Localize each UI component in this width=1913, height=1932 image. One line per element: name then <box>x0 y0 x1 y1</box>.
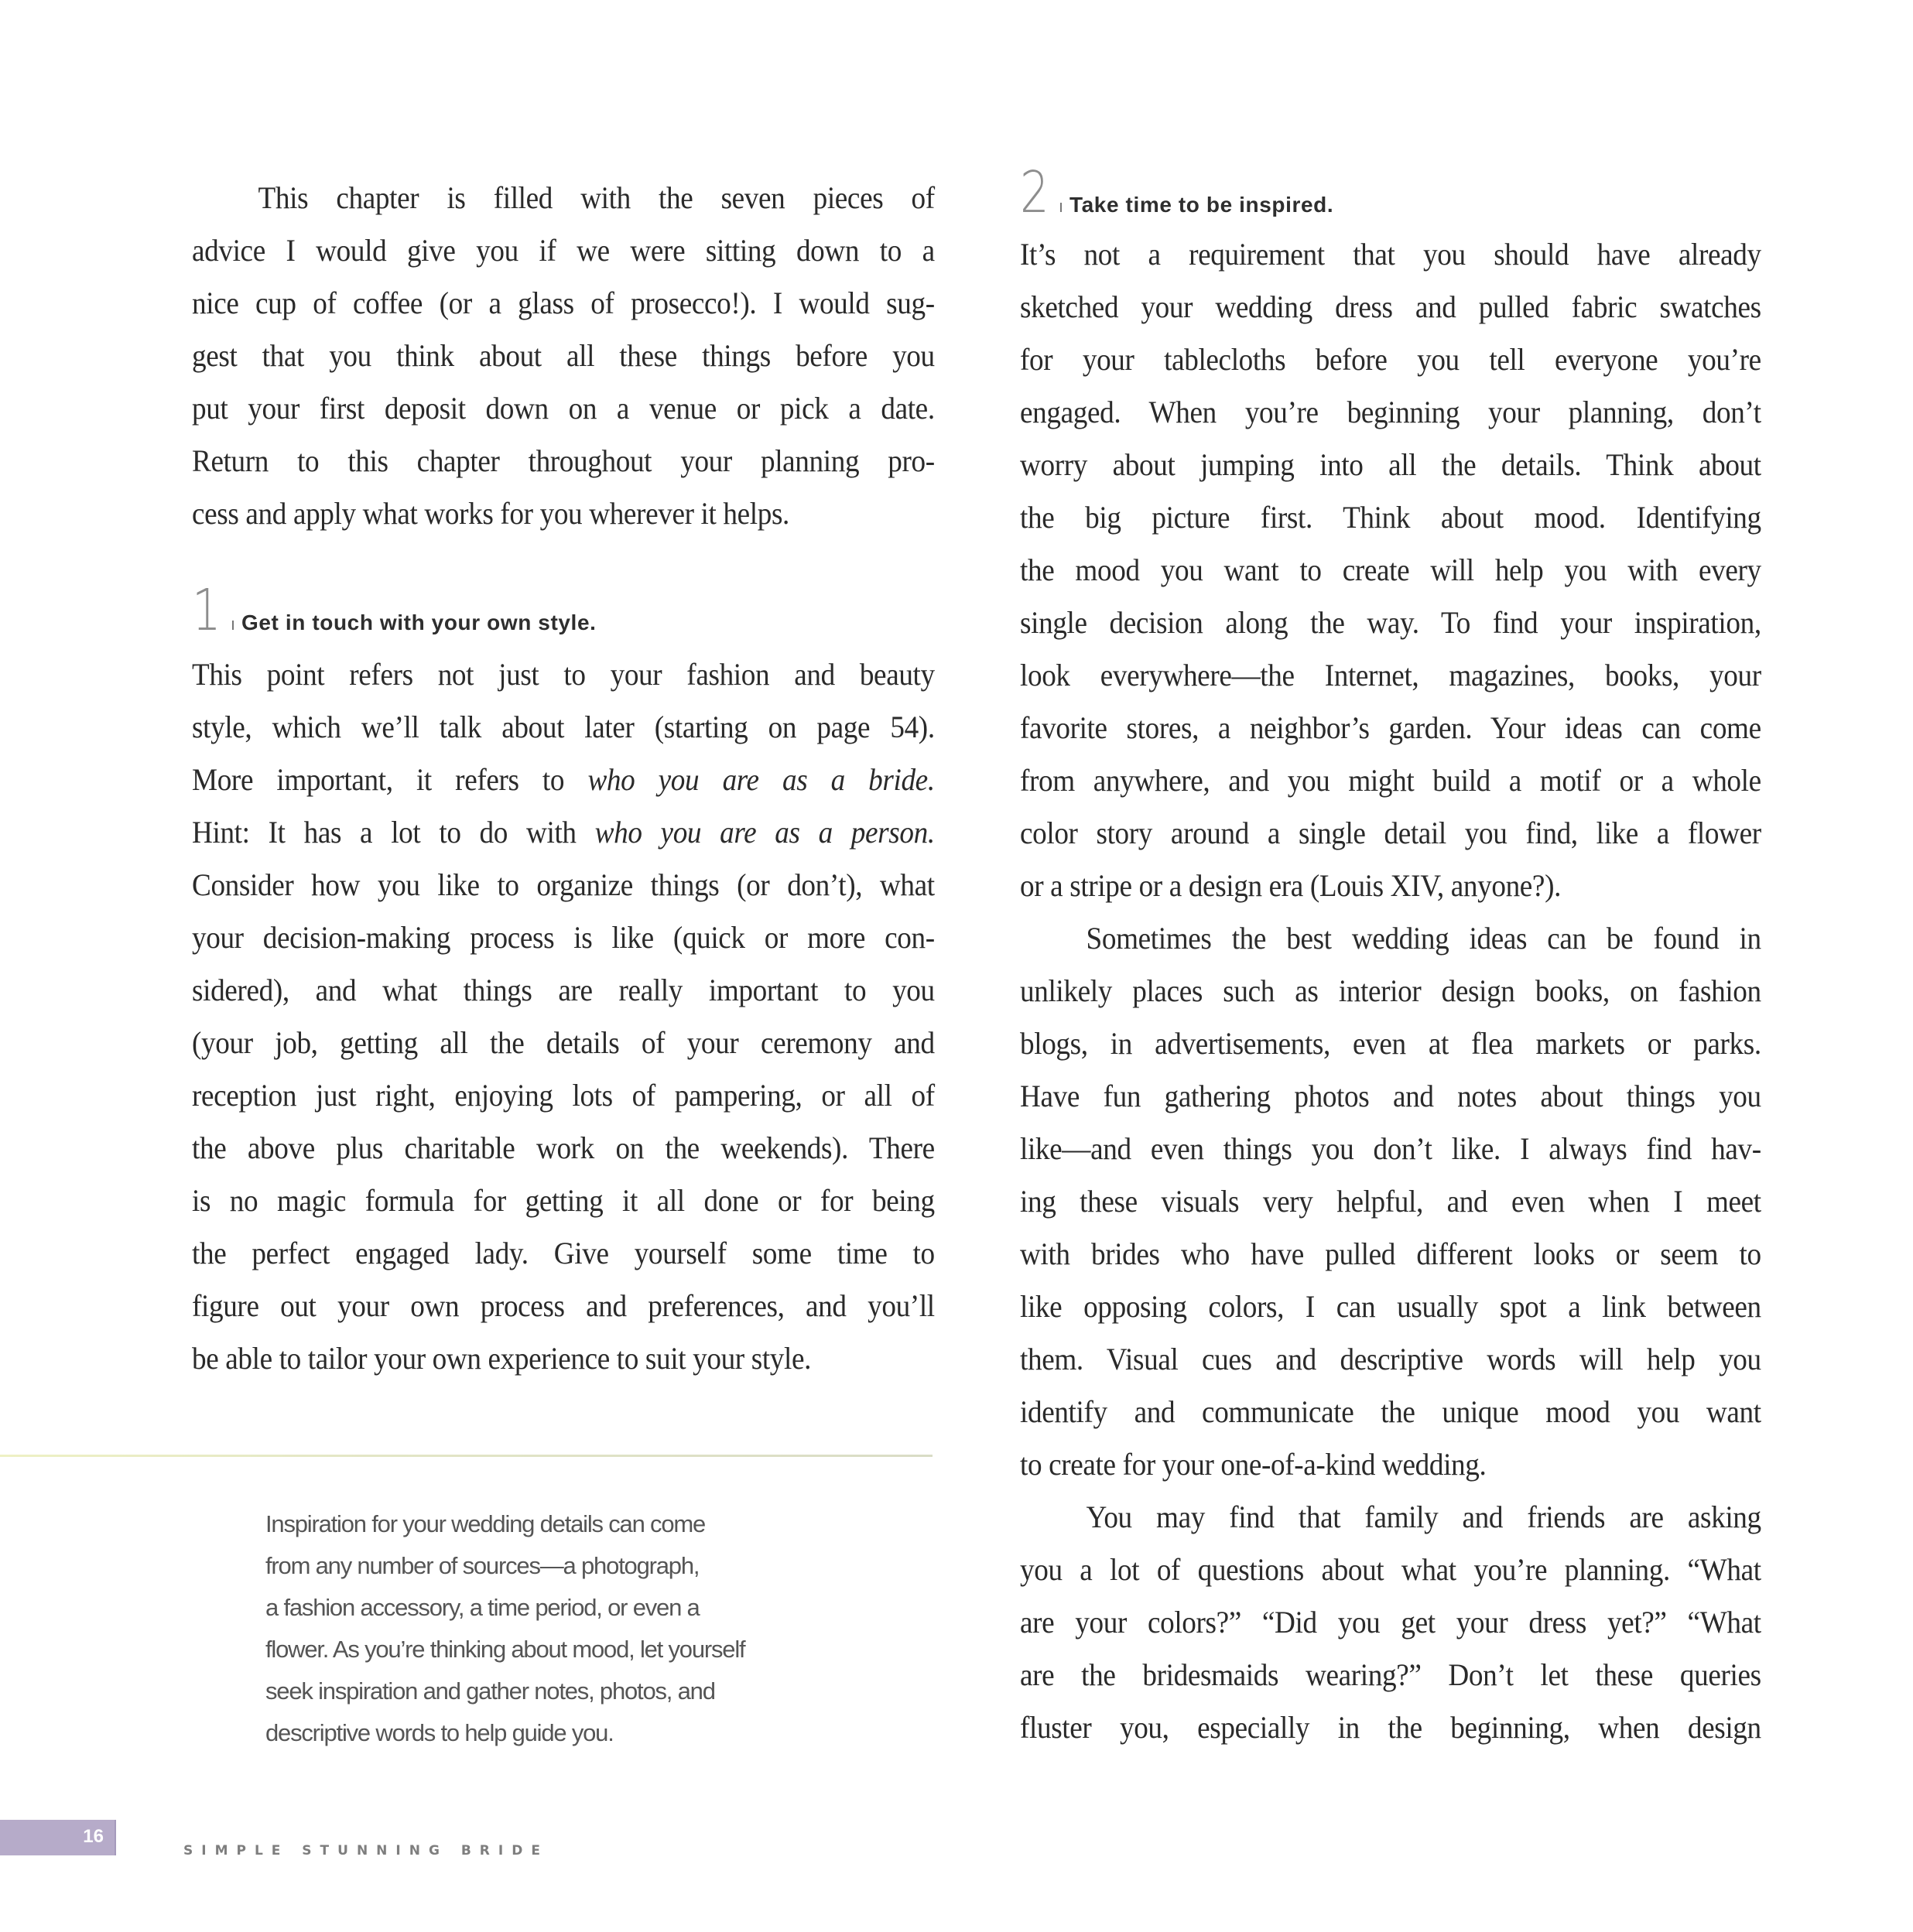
text-line: You may find that family and friends are asking <box>1086 1499 1761 1534</box>
text-line: the above plus charitable work on the weekends). There <box>192 1130 935 1165</box>
text-line: Return to this chapter throughout your planning pro- <box>192 443 935 478</box>
text-line: look everywhere—the Internet, magazines, books, your <box>1020 658 1761 692</box>
text-line: ing these visuals very helpful, and even when I meet <box>1020 1184 1761 1219</box>
page-number: 16 <box>83 1826 104 1847</box>
caption-line: from any number of sources—a photograph, <box>265 1552 700 1579</box>
text-line: like—and even things you don’t like. I always find hav- <box>1020 1131 1761 1166</box>
text-line: unlikely places such as interior design books, on fashion <box>1020 973 1761 1008</box>
text-line: It’s not a requirement that you should have already <box>1020 237 1761 272</box>
caption-line: descriptive words to help guide you. <box>265 1719 614 1746</box>
text-line <box>192 754 935 806</box>
text-line: from anywhere, and you might build a motif or a whole <box>1020 763 1761 798</box>
text-line: are the bridesmaids wearing?” Don’t let these queries <box>1020 1657 1761 1692</box>
caption-line: Inspiration for your wedding details can come <box>265 1510 706 1537</box>
text-line: blogs, in advertisements, even at flea markets or parks. <box>1020 1026 1761 1061</box>
text-line: with brides who have pulled different looks or seem to <box>1020 1236 1761 1271</box>
text-line: are your colors?” “Did you get your dress yet?” “What <box>1020 1605 1761 1640</box>
text-line: sketched your wedding dress and pulled fabric swatches <box>1020 289 1761 324</box>
text-line: style, which we’ll talk about later (starting on page 54). <box>192 710 935 744</box>
text-line: like opposing colors, I can usually spot a link between <box>1020 1289 1761 1324</box>
section-title: Get in touch with your own style. <box>241 610 597 634</box>
text-line: be able to tailor your own experience to suit your style. <box>192 1341 812 1376</box>
text-line: the mood you want to create will help you with every <box>1020 552 1761 587</box>
text-line: This chapter is filled with the seven pieces of <box>258 180 935 215</box>
text-line: color story around a single detail you find, like a flower <box>1020 816 1761 850</box>
section-divider <box>0 1455 933 1457</box>
text-line: gest that you think about all these things before you <box>192 338 935 373</box>
text-line: worry about jumping into all the details. Think about <box>1020 447 1761 482</box>
section-heading-2 <box>1020 159 1334 226</box>
section-heading-1 <box>192 577 597 644</box>
text-span: More important, it refers to <box>192 762 588 797</box>
text-line: Have fun gathering photos and notes about things you <box>1020 1079 1761 1113</box>
text-line: (your job, getting all the details of your ceremony and <box>192 1025 935 1060</box>
text-line: Consider how you like to organize things (or don’t), what <box>192 867 935 902</box>
text-line: favorite stores, a neighbor’s garden. Your ideas can come <box>1020 710 1761 745</box>
text-line: for your tablecloths before you tell everyone you’re <box>1020 342 1761 377</box>
text-line: the perfect engaged lady. Give yourself some time to <box>192 1236 935 1270</box>
photo-caption <box>265 1503 946 1754</box>
emphasis-text: who you are as a person. <box>594 815 935 850</box>
text-line: single decision along the way. To find your inspiration, <box>1020 605 1761 640</box>
page-number-tab <box>0 1820 116 1855</box>
running-footer-title: SIMPLE STUNNING BRIDE <box>183 1843 549 1858</box>
text-line: to create for your one-of-a-kind wedding. <box>1020 1447 1487 1482</box>
caption-line: a fashion accessory, a time period, or even a <box>265 1594 700 1621</box>
text-line: put your first deposit down on a venue or pick a date. <box>192 391 935 426</box>
text-line <box>192 806 935 859</box>
text-line: fluster you, especially in the beginning, when design <box>1020 1710 1761 1745</box>
text-line: or a stripe or a design era (Louis XIV, anyone?). <box>1020 868 1562 903</box>
heading-separator <box>232 621 234 630</box>
text-line: them. Visual cues and descriptive words will help you <box>1020 1342 1761 1376</box>
section-number: 1 <box>192 577 221 644</box>
text-line: identify and communicate the unique mood you want <box>1020 1394 1761 1429</box>
caption-line: flower. As you’re thinking about mood, let yourself <box>265 1636 745 1663</box>
text-line: your decision-making process is like (quick or more con- <box>192 920 935 955</box>
text-line: Sometimes the best wedding ideas can be found in <box>1086 921 1761 956</box>
emphasis-text: who you are as a bride. <box>587 762 935 797</box>
caption-line: seek inspiration and gather notes, photos, and <box>265 1677 715 1705</box>
text-line: advice I would give you if we were sitting down to a <box>192 233 935 268</box>
text-span: Hint: It has a lot to do with <box>192 815 595 850</box>
text-line: figure out your own process and preferences, and you’ll <box>192 1288 935 1323</box>
text-line: you a lot of questions about what you’re planning. “What <box>1020 1552 1761 1587</box>
heading-separator <box>1060 203 1062 212</box>
text-line: nice cup of coffee (or a glass of prosecco!). I would sug- <box>192 286 935 320</box>
section-number: 2 <box>1020 159 1049 226</box>
section-title: Take time to be inspired. <box>1069 193 1334 217</box>
text-line: reception just right, enjoying lots of pampering, or all of <box>192 1078 935 1113</box>
text-line: is no magic formula for getting it all done or for being <box>192 1183 935 1218</box>
text-line: the big picture first. Think about mood. Identifying <box>1020 500 1761 535</box>
text-line: engaged. When you’re beginning your planning, don’t <box>1020 395 1761 429</box>
text-line: sidered), and what things are really important to you <box>192 973 935 1007</box>
text-line: cess and apply what works for you wherever it helps. <box>192 496 789 531</box>
text-line: This point refers not just to your fashion and beauty <box>192 657 935 692</box>
